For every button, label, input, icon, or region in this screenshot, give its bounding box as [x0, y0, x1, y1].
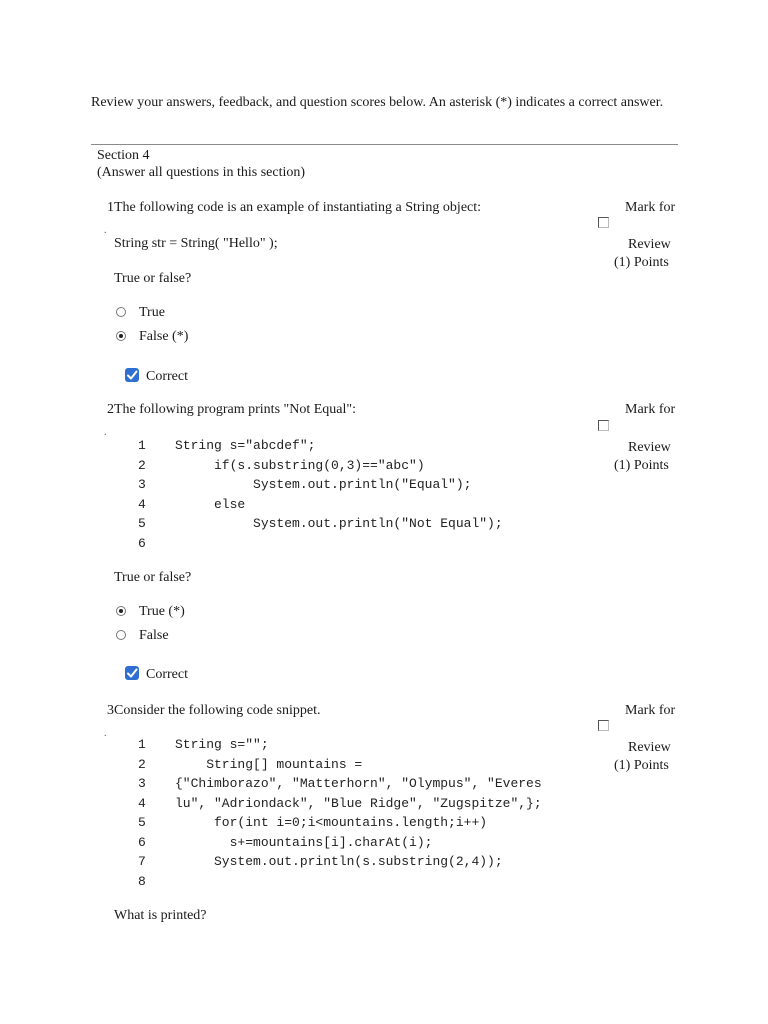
code-line [138, 852, 503, 871]
question-text [107, 702, 320, 719]
code-text: s+=mountains[i].charAt(i); [175, 834, 433, 850]
line-number: 5 [138, 516, 146, 531]
divider [91, 144, 678, 145]
code-line [138, 475, 471, 494]
code-line [138, 495, 245, 514]
intro-text: Review your answers, feedback, and question scores below. An asterisk (*) indicates a correct answer. [91, 95, 664, 110]
line-number: 3 [138, 776, 146, 791]
result-label: Correct [146, 667, 188, 682]
code-line [138, 735, 269, 754]
line-number: 6 [138, 834, 146, 850]
question-text [107, 199, 481, 216]
line-number: 6 [138, 535, 146, 551]
code-text: String s="abcdef"; [175, 438, 316, 453]
code-text: if(s.substring(0,3)=="abc") [175, 457, 425, 473]
option-label: True (*) [139, 604, 185, 619]
code-text: String s=""; [175, 737, 269, 752]
code-line [138, 534, 175, 553]
section-title: Section 4 [97, 148, 150, 163]
radio-option-true[interactable] [116, 606, 126, 616]
check-icon [125, 368, 139, 382]
radio-option-false[interactable] [116, 331, 126, 341]
code-line [138, 833, 432, 852]
code-line [138, 794, 542, 813]
question-dot: . [104, 728, 107, 739]
line-number: 1 [138, 737, 146, 752]
code-line [138, 436, 315, 455]
mark-for-review-checkbox[interactable] [598, 420, 609, 431]
line-number: 1 [138, 438, 146, 453]
mark-for-label: Mark for [625, 200, 676, 215]
code-line [138, 514, 503, 533]
code-line [138, 872, 175, 891]
points-label: (1) Points [614, 758, 669, 773]
line-number: 4 [138, 496, 146, 512]
code-text: System.out.println("Not Equal"); [175, 516, 503, 531]
points-label: (1) Points [614, 458, 669, 473]
code-text: else [175, 496, 246, 512]
question-text [107, 401, 356, 418]
option-label: True [139, 305, 165, 320]
line-number: 4 [138, 795, 146, 811]
mark-for-review-checkbox[interactable] [598, 720, 609, 731]
question-dot: . [104, 427, 107, 438]
radio-option-true[interactable] [116, 307, 126, 317]
code-text: System.out.println(s.substring(2,4)); [175, 854, 503, 869]
true-or-false-prompt: True or false? [114, 271, 192, 286]
check-icon [125, 666, 139, 680]
code-text: lu", "Adriondack", "Blue Ridge", "Zugspitze",}; [175, 795, 542, 811]
code-line [138, 456, 425, 475]
code-text: {"Chimborazo", "Matterhorn", "Olympus", "Everes [175, 776, 542, 791]
true-or-false-prompt: True or false? [114, 570, 192, 585]
line-number: 2 [138, 756, 146, 772]
code-line [138, 755, 362, 774]
section-subtitle: (Answer all questions in this section) [97, 165, 306, 180]
question-prompt: The following program prints "Not Equal": [114, 402, 356, 417]
question-code: String str = String( "Hello" ); [114, 236, 278, 251]
code-block [138, 735, 570, 895]
option-label: False (*) [139, 329, 189, 344]
review-label: Review [628, 440, 671, 455]
radio-option-false[interactable] [116, 630, 126, 640]
line-number: 2 [138, 457, 146, 473]
question-prompt: Consider the following code snippet. [114, 703, 321, 718]
code-text: for(int i=0;i<mountains.length;i++) [175, 815, 488, 830]
question-number: 3 [107, 703, 114, 718]
question-number: 2 [107, 402, 114, 417]
line-number: 7 [138, 854, 146, 869]
line-number: 5 [138, 815, 146, 830]
code-text: System.out.println("Equal"); [175, 477, 472, 492]
code-line [138, 774, 542, 793]
mark-for-label: Mark for [625, 703, 676, 718]
mark-for-label: Mark for [625, 402, 676, 417]
option-label: False [139, 628, 169, 643]
line-number: 8 [138, 873, 146, 889]
review-label: Review [628, 237, 671, 252]
mark-for-review-checkbox[interactable] [598, 217, 609, 228]
review-label: Review [628, 740, 671, 755]
what-printed-prompt: What is printed? [114, 908, 207, 923]
code-line [138, 813, 487, 832]
question-prompt: The following code is an example of instantiating a String object: [114, 200, 482, 215]
points-label: (1) Points [614, 255, 669, 270]
question-dot: . [104, 225, 107, 236]
line-number: 3 [138, 477, 146, 492]
result-label: Correct [146, 369, 188, 384]
question-number: 1 [107, 200, 114, 215]
code-text: String[] mountains = [175, 756, 363, 772]
